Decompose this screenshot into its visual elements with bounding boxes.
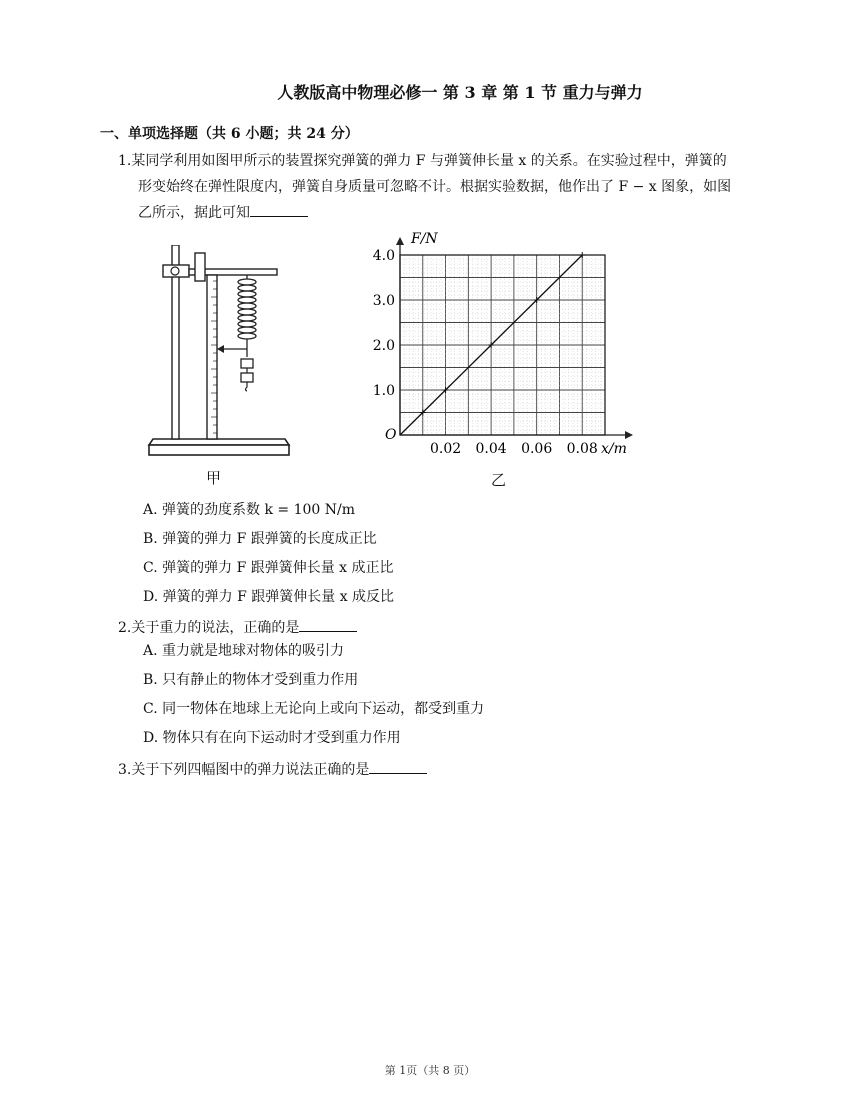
answer-blank[interactable] (299, 617, 357, 632)
answer-blank[interactable] (250, 202, 308, 217)
x-axis-label: x/m (601, 441, 627, 457)
origin-label: O (385, 427, 397, 443)
stand-foot (149, 445, 289, 455)
stand-base (149, 439, 289, 445)
question-1-number: 1. (118, 153, 132, 169)
q1-option-c[interactable]: C. 弹簧的弹力 F 跟弹簧伸长量 x 成正比 (143, 560, 394, 576)
weight-2 (241, 373, 253, 382)
q2-option-d[interactable]: D. 物体只有在向下运动时才受到重力作用 (143, 730, 401, 746)
y-axis-arrow (396, 237, 404, 245)
q2-option-c[interactable]: C. 同一物体在地球上无论向上或向下运动，都受到重力 (143, 701, 485, 717)
x-axis-arrow (625, 431, 633, 439)
q1-option-d[interactable]: D. 弹簧的弹力 F 跟弹簧伸长量 x 成反比 (143, 589, 395, 605)
figure-label-yi: 乙 (491, 471, 507, 489)
question-2-stem: 关于重力的说法，正确的是 (131, 620, 300, 636)
x-tick-label: 0.06 (521, 441, 553, 457)
x-tick-label: 0.04 (475, 441, 507, 457)
q1-option-b[interactable]: B. 弹簧的弹力 F 跟弹簧的长度成正比 (143, 531, 377, 547)
page-footer: 第 1页（共 8 页） (384, 1064, 476, 1077)
figure-fx-chart (365, 225, 640, 470)
y-tick-label: 2.0 (372, 338, 395, 354)
y-tick-label: 3.0 (372, 293, 395, 309)
question-1-line-1 (118, 148, 768, 174)
y-axis-label: F/N (411, 231, 438, 247)
question-3 (118, 757, 768, 783)
question-1 (118, 148, 768, 226)
spring (238, 275, 256, 357)
question-1-stem-1: 某同学利用如图甲所示的装置探究弹簧的弹力 F 与弹簧伸长量 x 的关系。在实验过程中，弹簧的 (131, 153, 727, 169)
q2-option-a[interactable]: A. 重力就是地球对物体的吸引力 (143, 643, 345, 659)
y-tick-label: 4.0 (372, 248, 395, 264)
page-title: 人教版高中物理必修一 第 3 章 第 1 节 重力与弹力 (277, 83, 643, 102)
question-1-line-3 (118, 200, 768, 226)
y-tick-label: 1.0 (372, 383, 395, 399)
figure-apparatus (145, 245, 295, 465)
q1-option-a[interactable]: A. 弹簧的劲度系数 k = 100 N/m (143, 502, 355, 518)
question-3-number: 3. (118, 762, 132, 778)
question-3-stem: 关于下列四幅图中的弹力说法正确的是 (131, 762, 370, 778)
q2-option-b[interactable]: B. 只有静止的物体才受到重力作用 (143, 672, 359, 688)
answer-blank[interactable] (369, 759, 427, 774)
weight-1 (241, 359, 253, 368)
figure-label-jia: 甲 (206, 469, 222, 487)
question-2-number: 2. (118, 620, 132, 636)
x-tick-label: 0.08 (566, 441, 598, 457)
x-tick-label: 0.02 (429, 441, 462, 457)
ruler (207, 275, 217, 439)
question-1-stem-3: 乙所示，据此可知 (138, 205, 250, 221)
chart-grid (396, 237, 633, 439)
question-2 (118, 615, 768, 641)
question-1-line-2: 形变始终在弹性限度内，弹簧自身质量可忽略不计。根据实验数据，他作出了 F − x 图象，如图 (138, 179, 732, 195)
section-heading: 一、单项选择题（共 6 小题；共 24 分） (100, 126, 359, 142)
